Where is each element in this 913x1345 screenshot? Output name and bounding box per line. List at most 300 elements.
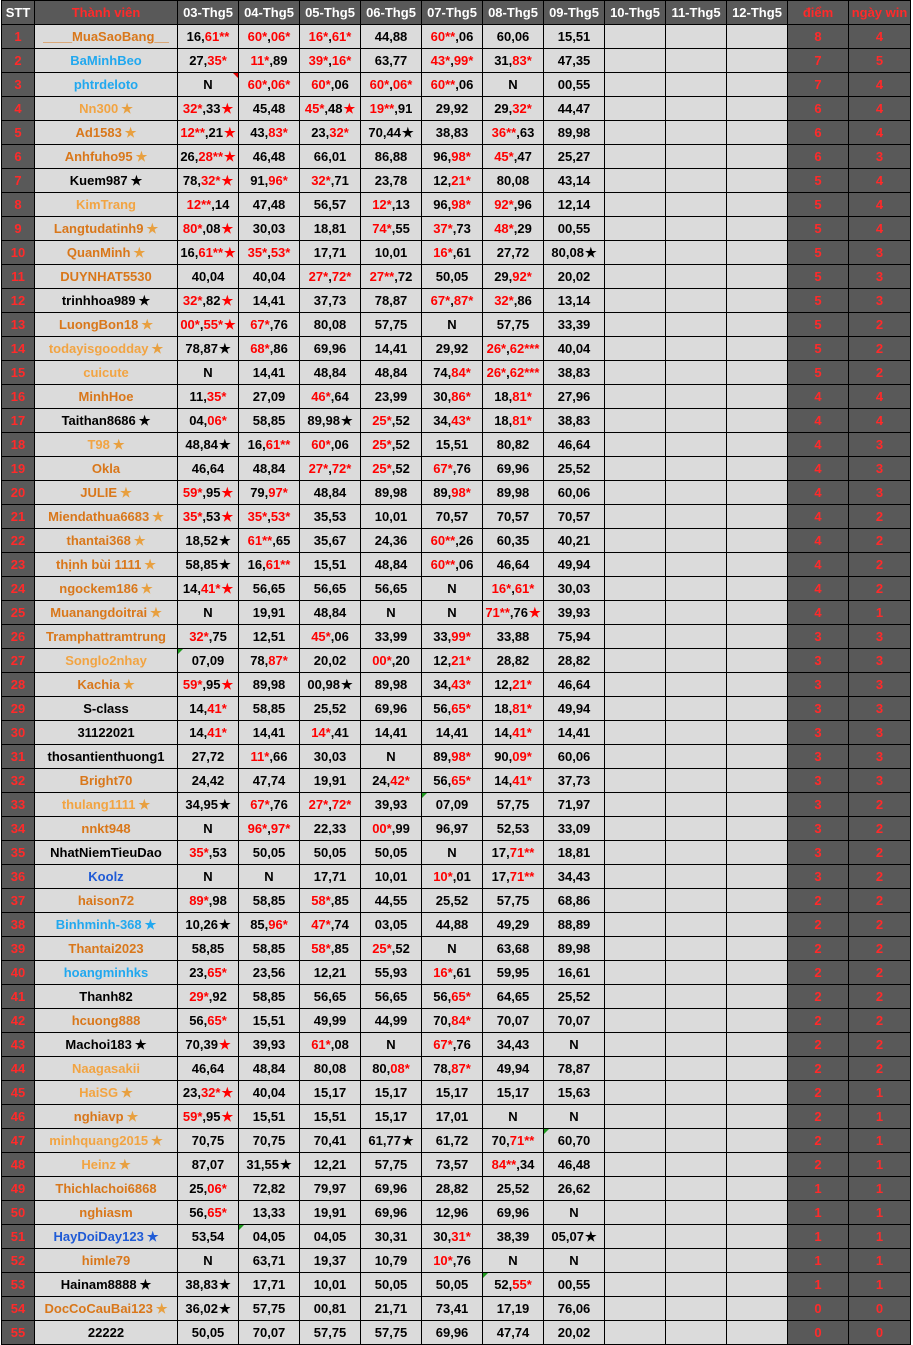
member-name-text: LuongBon18 ★ [59,317,153,332]
empty-day-cell [666,1321,727,1345]
day-result: 89,98 [544,121,605,145]
day-result: 49,29 [483,913,544,937]
day-result: 29*,92 [178,985,239,1009]
wins-cell: 4 [849,25,911,49]
wins-cell: 2 [849,913,911,937]
member-name [35,961,178,985]
day-result: 35,53 [300,505,361,529]
day-result: 26,28** ★ [178,145,239,169]
day-result: 60*,06* [239,73,300,97]
day-result: N [422,577,483,601]
empty-day-cell [727,745,788,769]
day-result: 31,55 ★ [239,1153,300,1177]
empty-day-cell [605,865,666,889]
points-cell: 4 [788,529,849,553]
row-number: 41 [2,985,35,1009]
day-result: 14,41 [239,361,300,385]
day-result: 67*,76 [239,793,300,817]
day-result: N [422,937,483,961]
wins-cell: 3 [849,745,911,769]
member-name-text: cuicute [83,365,129,380]
empty-day-cell [605,529,666,553]
member-name [35,241,178,265]
day-result: 58,85 [239,697,300,721]
day-result: 17,71 [239,1273,300,1297]
member-name-text: ____MuaSaoBang__ [43,29,169,44]
empty-day-cell [727,817,788,841]
empty-day-cell [605,505,666,529]
empty-day-cell [605,1009,666,1033]
empty-day-cell [605,1153,666,1177]
table-row [2,769,911,793]
table-row [2,817,911,841]
day-result: 23,32* ★ [178,1081,239,1105]
day-result: 73,57 [422,1153,483,1177]
day-result: 47,35 [544,49,605,73]
member-name-text: DocCoCauBai123 ★ [44,1301,167,1316]
member-name-text: S-class [83,701,129,716]
day-result: 43*,99* [422,49,483,73]
row-number: 2 [2,49,35,73]
day-result: 78,87 [544,1057,605,1081]
empty-day-cell [727,73,788,97]
member-name [35,1273,178,1297]
empty-day-cell [605,889,666,913]
day-result: 70,75 [239,1129,300,1153]
day-result: 12,14 [544,193,605,217]
day-result: 60**,26 [422,529,483,553]
day-result: 46,64 [178,1057,239,1081]
points-cell: 4 [788,577,849,601]
day-result: 21,71 [361,1297,422,1321]
empty-day-cell [727,1129,788,1153]
day-result: 58,85 ★ [178,553,239,577]
day-result: 34,43 [483,1033,544,1057]
results-table [1,0,911,1345]
day-result: 34,95 ★ [178,793,239,817]
day-result: N [483,73,544,97]
table-row [2,1153,911,1177]
member-name [35,1177,178,1201]
row-number: 20 [2,481,35,505]
empty-day-cell [666,577,727,601]
day-result: 15,51 [544,25,605,49]
header-day: 08-Thg5 [483,1,544,25]
empty-day-cell [605,1081,666,1105]
header-day: 05-Thg5 [300,1,361,25]
day-result: 60,70 [544,1129,605,1153]
row-number: 51 [2,1225,35,1249]
empty-day-cell [605,1057,666,1081]
day-result: 44,99 [361,1009,422,1033]
wins-cell: 4 [849,409,911,433]
row-number: 19 [2,457,35,481]
day-result: 53,54 [178,1225,239,1249]
empty-day-cell [727,673,788,697]
empty-day-cell [727,457,788,481]
day-result: 16*,61* [300,25,361,49]
day-result: 33,39 [544,313,605,337]
day-result: 67*,76 [239,313,300,337]
member-name [35,1033,178,1057]
day-result: 61**,65 [239,529,300,553]
wins-cell: 3 [849,457,911,481]
day-result: 10,26 ★ [178,913,239,937]
wins-cell: 0 [849,1321,911,1345]
day-result: 44,88 [361,25,422,49]
day-result: 43,83* [239,121,300,145]
empty-day-cell [666,313,727,337]
day-result: 16*,61 [422,241,483,265]
table-row [2,505,911,529]
member-name [35,1105,178,1129]
header-stt: STT [2,1,35,25]
empty-day-cell [727,25,788,49]
day-result: 70,57 [544,505,605,529]
day-result: 70,07 [544,1009,605,1033]
points-cell: 3 [788,841,849,865]
day-result: 60,06 [483,25,544,49]
empty-day-cell [666,673,727,697]
day-result: 70,07 [483,1009,544,1033]
member-name [35,577,178,601]
table-row [2,673,911,697]
member-name-text: JULIE ★ [80,485,132,500]
wins-cell: 2 [849,361,911,385]
day-result: 70,57 [483,505,544,529]
member-name-text: Thantai2023 [68,941,144,956]
day-result: 91,96* [239,169,300,193]
day-result: 48,84 [361,553,422,577]
table-row [2,721,911,745]
wins-cell: 4 [849,385,911,409]
day-result: 80,08* [361,1057,422,1081]
empty-day-cell [666,553,727,577]
table-row [2,361,911,385]
wins-cell: 3 [849,433,911,457]
day-result: 33,99 [361,625,422,649]
table-row [2,529,911,553]
member-name [35,529,178,553]
empty-day-cell [605,1249,666,1273]
row-number: 49 [2,1177,35,1201]
day-result: N [544,1033,605,1057]
member-name [35,817,178,841]
empty-day-cell [605,961,666,985]
day-result: 44,55 [361,889,422,913]
day-result: 29,32* [483,97,544,121]
wins-cell: 1 [849,1177,911,1201]
day-result: 11*,89 [239,49,300,73]
day-result: 18,81 [544,841,605,865]
points-cell: 1 [788,1273,849,1297]
day-result: 35*,53* [239,241,300,265]
wins-cell: 2 [849,817,911,841]
empty-day-cell [727,985,788,1009]
member-name [35,889,178,913]
day-result: 16,61 [544,961,605,985]
day-result: 15,51 [422,433,483,457]
day-result: 70,07 [239,1321,300,1345]
points-cell: 3 [788,673,849,697]
row-number: 50 [2,1201,35,1225]
day-result: 60,06 [544,481,605,505]
table-row [2,457,911,481]
table-row [2,97,911,121]
member-name-text: NhatNiemTieuDao [50,845,162,860]
header-member: Thành viên [35,1,178,25]
points-cell: 4 [788,433,849,457]
member-name-text: Miendathua6683 ★ [48,509,164,524]
day-result: 96*,97* [239,817,300,841]
day-result: 78,87 [361,289,422,313]
member-name [35,1153,178,1177]
member-name-text: nghiavp ★ [74,1109,139,1124]
row-number: 45 [2,1081,35,1105]
day-result: 16*,61* [483,577,544,601]
member-name-text: Thanh82 [79,989,133,1004]
day-result: 46,48 [239,145,300,169]
empty-day-cell [666,1105,727,1129]
day-result: 27*,72* [300,793,361,817]
day-result: 44,88 [422,913,483,937]
day-result: 00,98 ★ [300,673,361,697]
day-result: 67*,76 [422,457,483,481]
day-result: 57,75 [361,313,422,337]
empty-day-cell [727,1321,788,1345]
day-result: 15,51 [239,1009,300,1033]
empty-day-cell [727,913,788,937]
day-result: 19,91 [300,769,361,793]
wins-cell: 1 [849,1153,911,1177]
day-result: 66,01 [300,145,361,169]
member-name-text: HayDoiDay123 ★ [54,1229,159,1244]
member-name-text: Bright70 [79,773,133,788]
day-result: 40,21 [544,529,605,553]
row-number: 52 [2,1249,35,1273]
day-result: 63,68 [483,937,544,961]
wins-cell: 2 [849,961,911,985]
row-number: 44 [2,1057,35,1081]
day-result: 58,85 [239,409,300,433]
day-result: 56,65* [422,985,483,1009]
table-row [2,793,911,817]
empty-day-cell [666,241,727,265]
row-number: 24 [2,577,35,601]
member-name-text: DUYNHAT5530 [60,269,152,284]
empty-day-cell [605,1105,666,1129]
empty-day-cell [666,1201,727,1225]
empty-day-cell [605,433,666,457]
wins-cell: 1 [849,1249,911,1273]
table-row [2,289,911,313]
member-name [35,49,178,73]
row-number: 5 [2,121,35,145]
member-name-text: QuanMinh ★ [67,245,145,260]
day-result: 28,82 [422,1177,483,1201]
day-result: 17,71 [300,865,361,889]
day-result: 39,93 [544,601,605,625]
row-number: 38 [2,913,35,937]
day-result: 28,82 [483,649,544,673]
row-number: 26 [2,625,35,649]
day-result: 00,55 [544,217,605,241]
empty-day-cell [605,337,666,361]
day-result: 25*,52 [361,937,422,961]
day-result: 47*,74 [300,913,361,937]
day-result: 43,14 [544,169,605,193]
day-result: 67*,87* [422,289,483,313]
day-result: 73,41 [422,1297,483,1321]
day-result: 47,74 [483,1321,544,1345]
member-name-text: Songlo2nhay [65,653,147,668]
empty-day-cell [727,961,788,985]
day-result: 40,04 [178,265,239,289]
points-cell: 2 [788,937,849,961]
wins-cell: 2 [849,889,911,913]
day-result: 57,75 [300,1321,361,1345]
day-result: 30,31 [361,1225,422,1249]
empty-day-cell [666,289,727,313]
day-result: 26,62 [544,1177,605,1201]
empty-day-cell [666,913,727,937]
day-result: 28,82 [544,649,605,673]
member-name-text: thosantienthuong1 [47,749,165,764]
day-result: 00*,20 [361,649,422,673]
header-wins: ngày win [849,1,911,25]
row-number: 23 [2,553,35,577]
empty-day-cell [666,889,727,913]
day-result: 61,72 [422,1129,483,1153]
day-result: 12,21* [422,169,483,193]
member-name [35,217,178,241]
member-name [35,313,178,337]
wins-cell: 1 [849,1273,911,1297]
day-result: 31,83* [483,49,544,73]
day-result: 71**,76 ★ [483,601,544,625]
day-result: 48,84 [361,361,422,385]
day-result: 25,52 [544,985,605,1009]
row-number: 34 [2,817,35,841]
table-row [2,49,911,73]
day-result: 40,04 [239,265,300,289]
day-result: N [178,73,239,97]
member-name-text: Heinz ★ [81,1157,130,1172]
member-name [35,1249,178,1273]
day-result: 27,96 [544,385,605,409]
empty-day-cell [666,721,727,745]
points-cell: 4 [788,457,849,481]
empty-day-cell [666,1297,727,1321]
day-result: 78,87* [239,649,300,673]
empty-day-cell [727,1057,788,1081]
points-cell: 2 [788,961,849,985]
day-result: 00,55 [544,73,605,97]
day-result: 69,96 [361,1177,422,1201]
points-cell: 2 [788,1009,849,1033]
day-result: 32*,33 ★ [178,97,239,121]
day-result: 15,17 [300,1081,361,1105]
day-result: 48,84 [300,601,361,625]
empty-day-cell [666,697,727,721]
table-row [2,937,911,961]
table-row [2,841,911,865]
day-result: 60*,06 [300,73,361,97]
points-cell: 5 [788,337,849,361]
day-result: 47,74 [239,769,300,793]
day-result: 50,05 [361,1273,422,1297]
member-name [35,1321,178,1345]
empty-day-cell [605,817,666,841]
day-result: 49,94 [483,1057,544,1081]
day-result: 39,93 [361,793,422,817]
wins-cell: 3 [849,145,911,169]
table-row [2,265,911,289]
points-cell: 3 [788,649,849,673]
member-name [35,169,178,193]
day-result: N [422,313,483,337]
day-result: 27,09 [239,385,300,409]
day-result: 48*,29 [483,217,544,241]
day-result: 26*,62*** [483,361,544,385]
day-result: 30,03 [300,745,361,769]
day-result: 56,65* [178,1201,239,1225]
day-result: N [178,865,239,889]
empty-day-cell [666,1273,727,1297]
points-cell: 3 [788,697,849,721]
member-name-text: Anhfuho95 ★ [65,149,148,164]
day-result: 14,41 [544,721,605,745]
day-result: 45*,47 [483,145,544,169]
member-name [35,601,178,625]
day-result: 12,51 [239,625,300,649]
day-result: 92*,96 [483,193,544,217]
day-result: 59*,95 ★ [178,1105,239,1129]
day-result: 30,03 [544,577,605,601]
day-result: 23,56 [239,961,300,985]
day-result: 32*,75 [178,625,239,649]
day-result: 78,87 ★ [178,337,239,361]
row-number: 21 [2,505,35,529]
header-day: 09-Thg5 [544,1,605,25]
table-row [2,1009,911,1033]
day-result: 35*,53 ★ [178,505,239,529]
day-result: 44,47 [544,97,605,121]
empty-day-cell [727,1009,788,1033]
empty-day-cell [666,481,727,505]
day-result: 50,05 [300,841,361,865]
day-result: 89,98 [361,481,422,505]
day-result: 64,65 [483,985,544,1009]
empty-day-cell [605,1129,666,1153]
points-cell: 8 [788,25,849,49]
wins-cell: 3 [849,481,911,505]
empty-day-cell [605,241,666,265]
member-name [35,1057,178,1081]
day-result: 96,98* [422,193,483,217]
row-number: 29 [2,697,35,721]
day-result: 63,71 [239,1249,300,1273]
empty-day-cell [605,265,666,289]
member-name [35,1081,178,1105]
empty-day-cell [666,1009,727,1033]
empty-day-cell [666,1129,727,1153]
member-name-text: Naagasakii [72,1061,140,1076]
row-number: 10 [2,241,35,265]
points-cell: 4 [788,553,849,577]
day-result: 25*,52 [361,457,422,481]
day-result: 67*,76 [422,1033,483,1057]
